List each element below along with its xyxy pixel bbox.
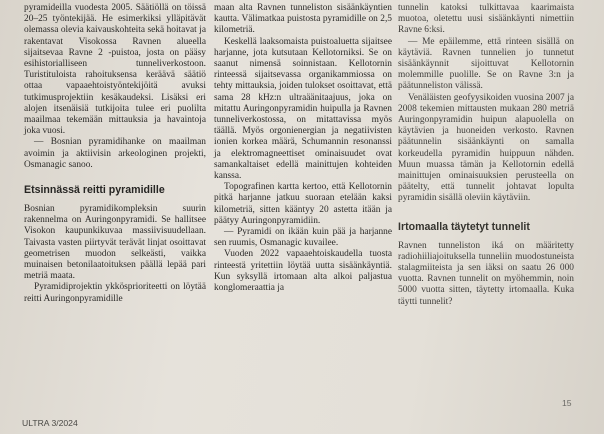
quote-paragraph: — Pyramidi on ikään kuin pää ja harjanne sen ruumis, Osmanagic kuvailee. <box>214 227 392 249</box>
text-column-2 <box>214 3 392 294</box>
text-column-1 <box>24 3 206 305</box>
paragraph: pyramideilla vuodesta 2005. Säätiöllä on töissä 20–25 työntekijää. He esimerkiksi ylläpitävät olemassa olevia kaivauskohteita sekä hoitavat ja rakentavat Visokossa Ravnen alueella sijaitsevaa Ravne 2 -puistoa, josta on pääsy esihistorialliseen tunneliverkostoon. Turistituloista rahoituksensa keräävä säätiö ottaa vapaaehtoistyöntekijöitä avuksi tutkimusprojektiin kesäkaudeksi. Lisäksi eri alojen itsenäisiä tutkijoita tulee eri puolilta maailmaa tekemään mittauksia ja havaintoja joka vuosi. <box>24 3 206 137</box>
paragraph: Pyramidiprojektin ykkösprioriteetti on löytää reitti Auringonpyramidille <box>24 282 206 304</box>
paragraph: tunnelin katoksi tulkittavaa kaarimaista muotoa, oletettu uusi sisäänkäynti nimettiin Ravne 6:ksi. <box>398 3 574 36</box>
paragraph: Vuoden 2022 vapaaehtoiskaudella tuosta rinteestä yritettiin löytää uutta sisäänkäyntiä. Kun syksyllä irtomaan alta alkoi paljastua konglomeraattia ja <box>214 249 392 294</box>
page-number: 15 <box>562 398 572 408</box>
text-column-3 <box>398 3 574 308</box>
paragraph: Venäläisten geofyysikoiden vuosina 2007 ja 2008 tekemien mittausten mukaan 280 metriä Auringonpyramidin huipun alapuolella on käytävien ja huoneiden verkosto. Ravnen päätunnelin sisäänkäynti on samalla korkeudella pyramidin huippuun nähden. Muun muassa tämän ja Kellotornin edellä mainittujen ominaisuuksien perusteella on päätelty, että tunnelit johtavat lopulta pyramidin sisällä oleviin käytäviin. <box>398 92 574 204</box>
paragraph: Bosnian pyramidikompleksin suurin rakennelma on Auringonpyramidi. Se hallitsee Visokon kaupunkikuvaa massiivisuudellaan. Taivasta vasten piirtyvät terävät linjat osoittavat geometrisen muodon selkeästi, vaikka muinaisen betonilaatoituksen päällä lepää pari metriä maata. <box>24 204 206 282</box>
paragraph: Keskellä laaksomaista puistoaluetta sijaitsee harjanne, jota kutsutaan Kellotorniksi. Se on saanut nimensä soinnistaan. Kellotornin rinteessä sijaitsevassa organikammiossa on tehty mittauksia, joiden tulokset osoittavat, että sama 28 kHz:n ultraäänitaajuus, joka on mitattu Auringonpyramidin huipulla ja Ravnen tunneliverkostossa, on mitattavissa myös täällä. Myös orgonienergian ja negatiivisten ionien korkea määrä, Schumannin resonanssi ja elektromagneettiset ominaisuudet ovat samankaltaiset edellä mainittujen kohteiden kanssa. <box>214 36 392 182</box>
paragraph: Topografinen kartta kertoo, että Kellotornin pitkä harjanne jatkuu suoraan etelään kaksi kilometriä, sitten kääntyy 20 astetta itään ja päätyy Auringonpyramidiin. <box>214 182 392 226</box>
section-heading: Etsinnässä reitti pyramidille <box>24 184 165 197</box>
quote-paragraph: — Me epäilemme, että rinteen sisällä on käytäviä. Ravnen tunnelien jo tunnetut sisäänkäynnit sijoittuvat Kellotornin molemmille puolille. Se on Ravne 3:n ja päätunneliston välissä. <box>398 36 574 92</box>
paragraph: Ravnen tunneliston iká on määritetty radiohiiliajoituksella tunneliin muodostuneista stalagmiiteista ja sen iäksi on saatu 26 000 vuotta. Ravnen tunnelit on myöhemmin, noin 5000 vuotta sitten, täytetty irtomaalla. Kuka täytti tunnelit? <box>398 240 574 307</box>
issue-label: ULTRA 3/2024 <box>22 418 78 428</box>
paragraph: maan alta Ravnen tunneliston sisäänkäyntien kautta. Välimatkaa puistosta pyramidille on 2,5 kilometriä. <box>214 3 392 36</box>
quote-paragraph: — Bosnian pyramidihanke on maailman avoimin ja aktiivisin arkeologinen projekti, Osmanagic sanoo. <box>24 137 206 170</box>
section-heading: Irtomaalla täytetyt tunnelit <box>398 220 530 233</box>
